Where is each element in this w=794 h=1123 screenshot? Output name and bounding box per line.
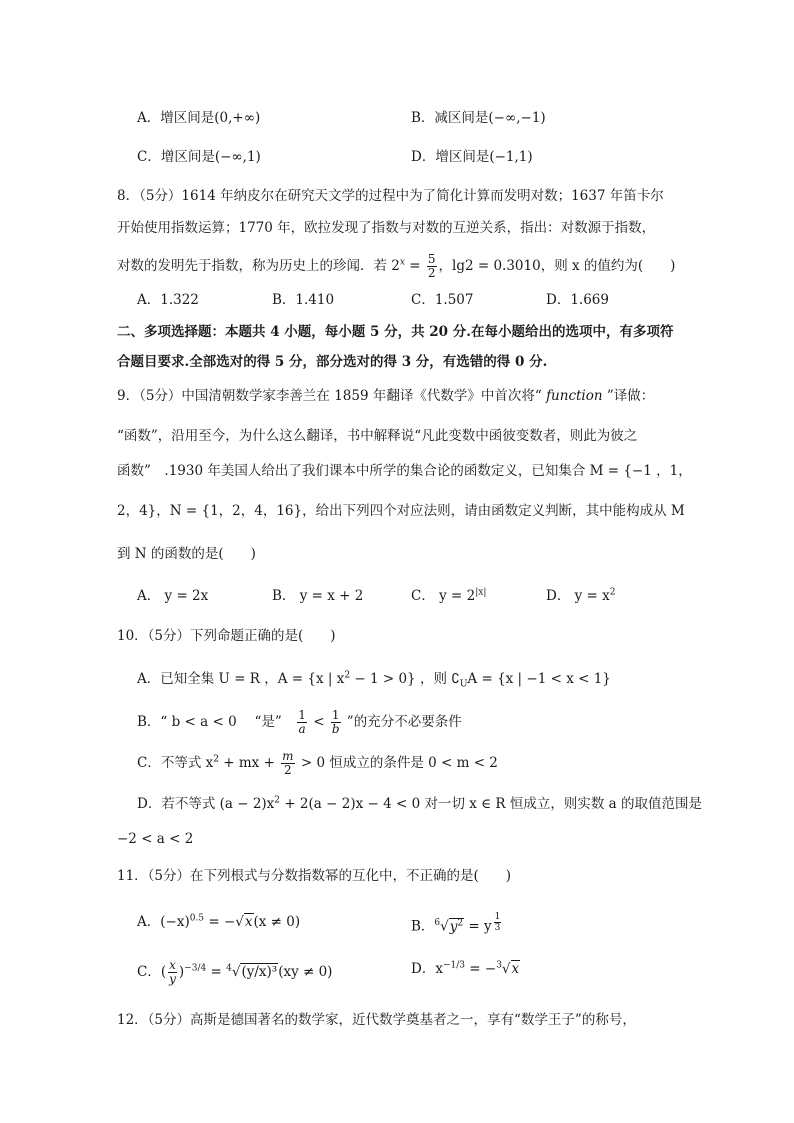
q8-fraction: $\frac{5}{2}$ (427, 252, 436, 280)
q7-option-a: A．增区间是(0,+∞) (137, 110, 261, 126)
q7-option-d: D．增区间是(−1,1) (411, 149, 533, 165)
q11-stem: 11．（5分）在下列根式与分数指数幂的互化中，不正确的是( ) (117, 868, 512, 884)
q9-option-c: C． $y = 2^{|x|}$ (411, 587, 487, 604)
section-2-heading-line-2: 合题目要求.全部选对的得 5 分，部分选对的得 3 分，有选错的得 0 分. (117, 354, 548, 370)
q11-option-d: D．$x^{-1/3} = -^3√x$ (411, 960, 520, 977)
q11-option-b: B．$^6√y^2 = y$ $^{\frac{1}{3}}$ (411, 912, 501, 935)
q7-option-b: B．减区间是(−∞,−1) (411, 110, 546, 126)
q11-option-a: A．$(-x)^{0.5} = -√x(x \ne 0)$ (137, 913, 301, 930)
q9-option-b: B． y = x + 2 (272, 588, 364, 604)
q8-option-d: D．1.669 (546, 292, 609, 308)
q8-line-1: 8．（5分）1614 年纳皮尔在研究天文学的过程中为了简化计算而发明对数；1637 年笛卡尔 (117, 188, 664, 204)
q10-option-b: B．“ b < a < 0 “是” $\frac{1}{a}$ < $\frac{1}{b}$ ”的充分不必要条件 (137, 708, 462, 736)
q10-option-a: A．已知全集 U = R ，A = {x | $x^2 - 1 > 0$} ，则 $∁_UA = \{x$ | −1 < x < 1} (137, 670, 611, 690)
q10-option-d-continuation: −2 < a < 2 (117, 831, 194, 847)
q11-option-c: C．( $\frac{x}{y}$ )$^{-3/4}$ = $^4$√(y/x)³(xy ≠ 0) (137, 958, 333, 986)
q9-line-1: 9．（5分）中国清朝数学家李善兰在 1859 年翻译《代数学》中首次将“ function ”译做： (117, 388, 655, 404)
q8-option-b: B．1.410 (272, 292, 335, 308)
q8-line-2: 开始使用指数运算；1770 年，欧拉发现了指数与对数的互逆关系，指出：对数源于指数， (117, 220, 656, 236)
q10-option-c: C．不等式 $x^2$ + mx + $\frac{m}{2}$ > 0 恒成立的条件是 0 < m < 2 (137, 749, 498, 777)
q8-line-3: 对数的发明先于指数，称为历史上的珍闻．若 $2^x$ = $\frac{5}{2}$ ，lg2 = 0.3010，则 x 的值约为( ) (117, 252, 676, 280)
q8-option-c: C．1.507 (411, 292, 474, 308)
q8-option-a: A．1.322 (137, 292, 199, 308)
q10-stem: 10．（5分）下列命题正确的是( ) (117, 628, 336, 644)
q12-line-1: 12．（5分）高斯是德国著名的数学家，近代数学奠基者之一，享有“数学王子”的称号， (117, 1012, 636, 1028)
q9-line-3: 函数” .1930 年美国人给出了我们课本中所学的集合论的函数定义，已知集合 M = {−1 ，1， (117, 463, 692, 479)
q9-option-d: D． $y = x^2$ (546, 587, 616, 604)
q9-line-5: 到 N 的函数的是( ) (117, 546, 256, 562)
q9-line-2: “函数”，沿用至今，为什么这么翻译，书中解释说“凡此变数中函彼变数者，则此为彼之 (117, 428, 638, 444)
section-2-heading-line-1: 二、多项选择题：本题共 4 小题，每小题 5 分，共 20 分.在每小题给出的选项中，有多项符 (117, 324, 674, 340)
q10-option-d: D．若不等式 $(a - 2)x^2 + 2(a - 2)x - 4 < 0$ 对一切 x ∈ R 恒成立，则实数 a 的取值范围是 (137, 795, 703, 812)
q7-option-c: C．增区间是(−∞,1) (137, 149, 261, 165)
q9-line-4: 2，4}，N = {1，2，4，16}，给出下列四个对应法则，请由函数定义判断，其中能构成从 M (117, 503, 685, 519)
q9-option-a: A． y = 2x (137, 588, 209, 604)
